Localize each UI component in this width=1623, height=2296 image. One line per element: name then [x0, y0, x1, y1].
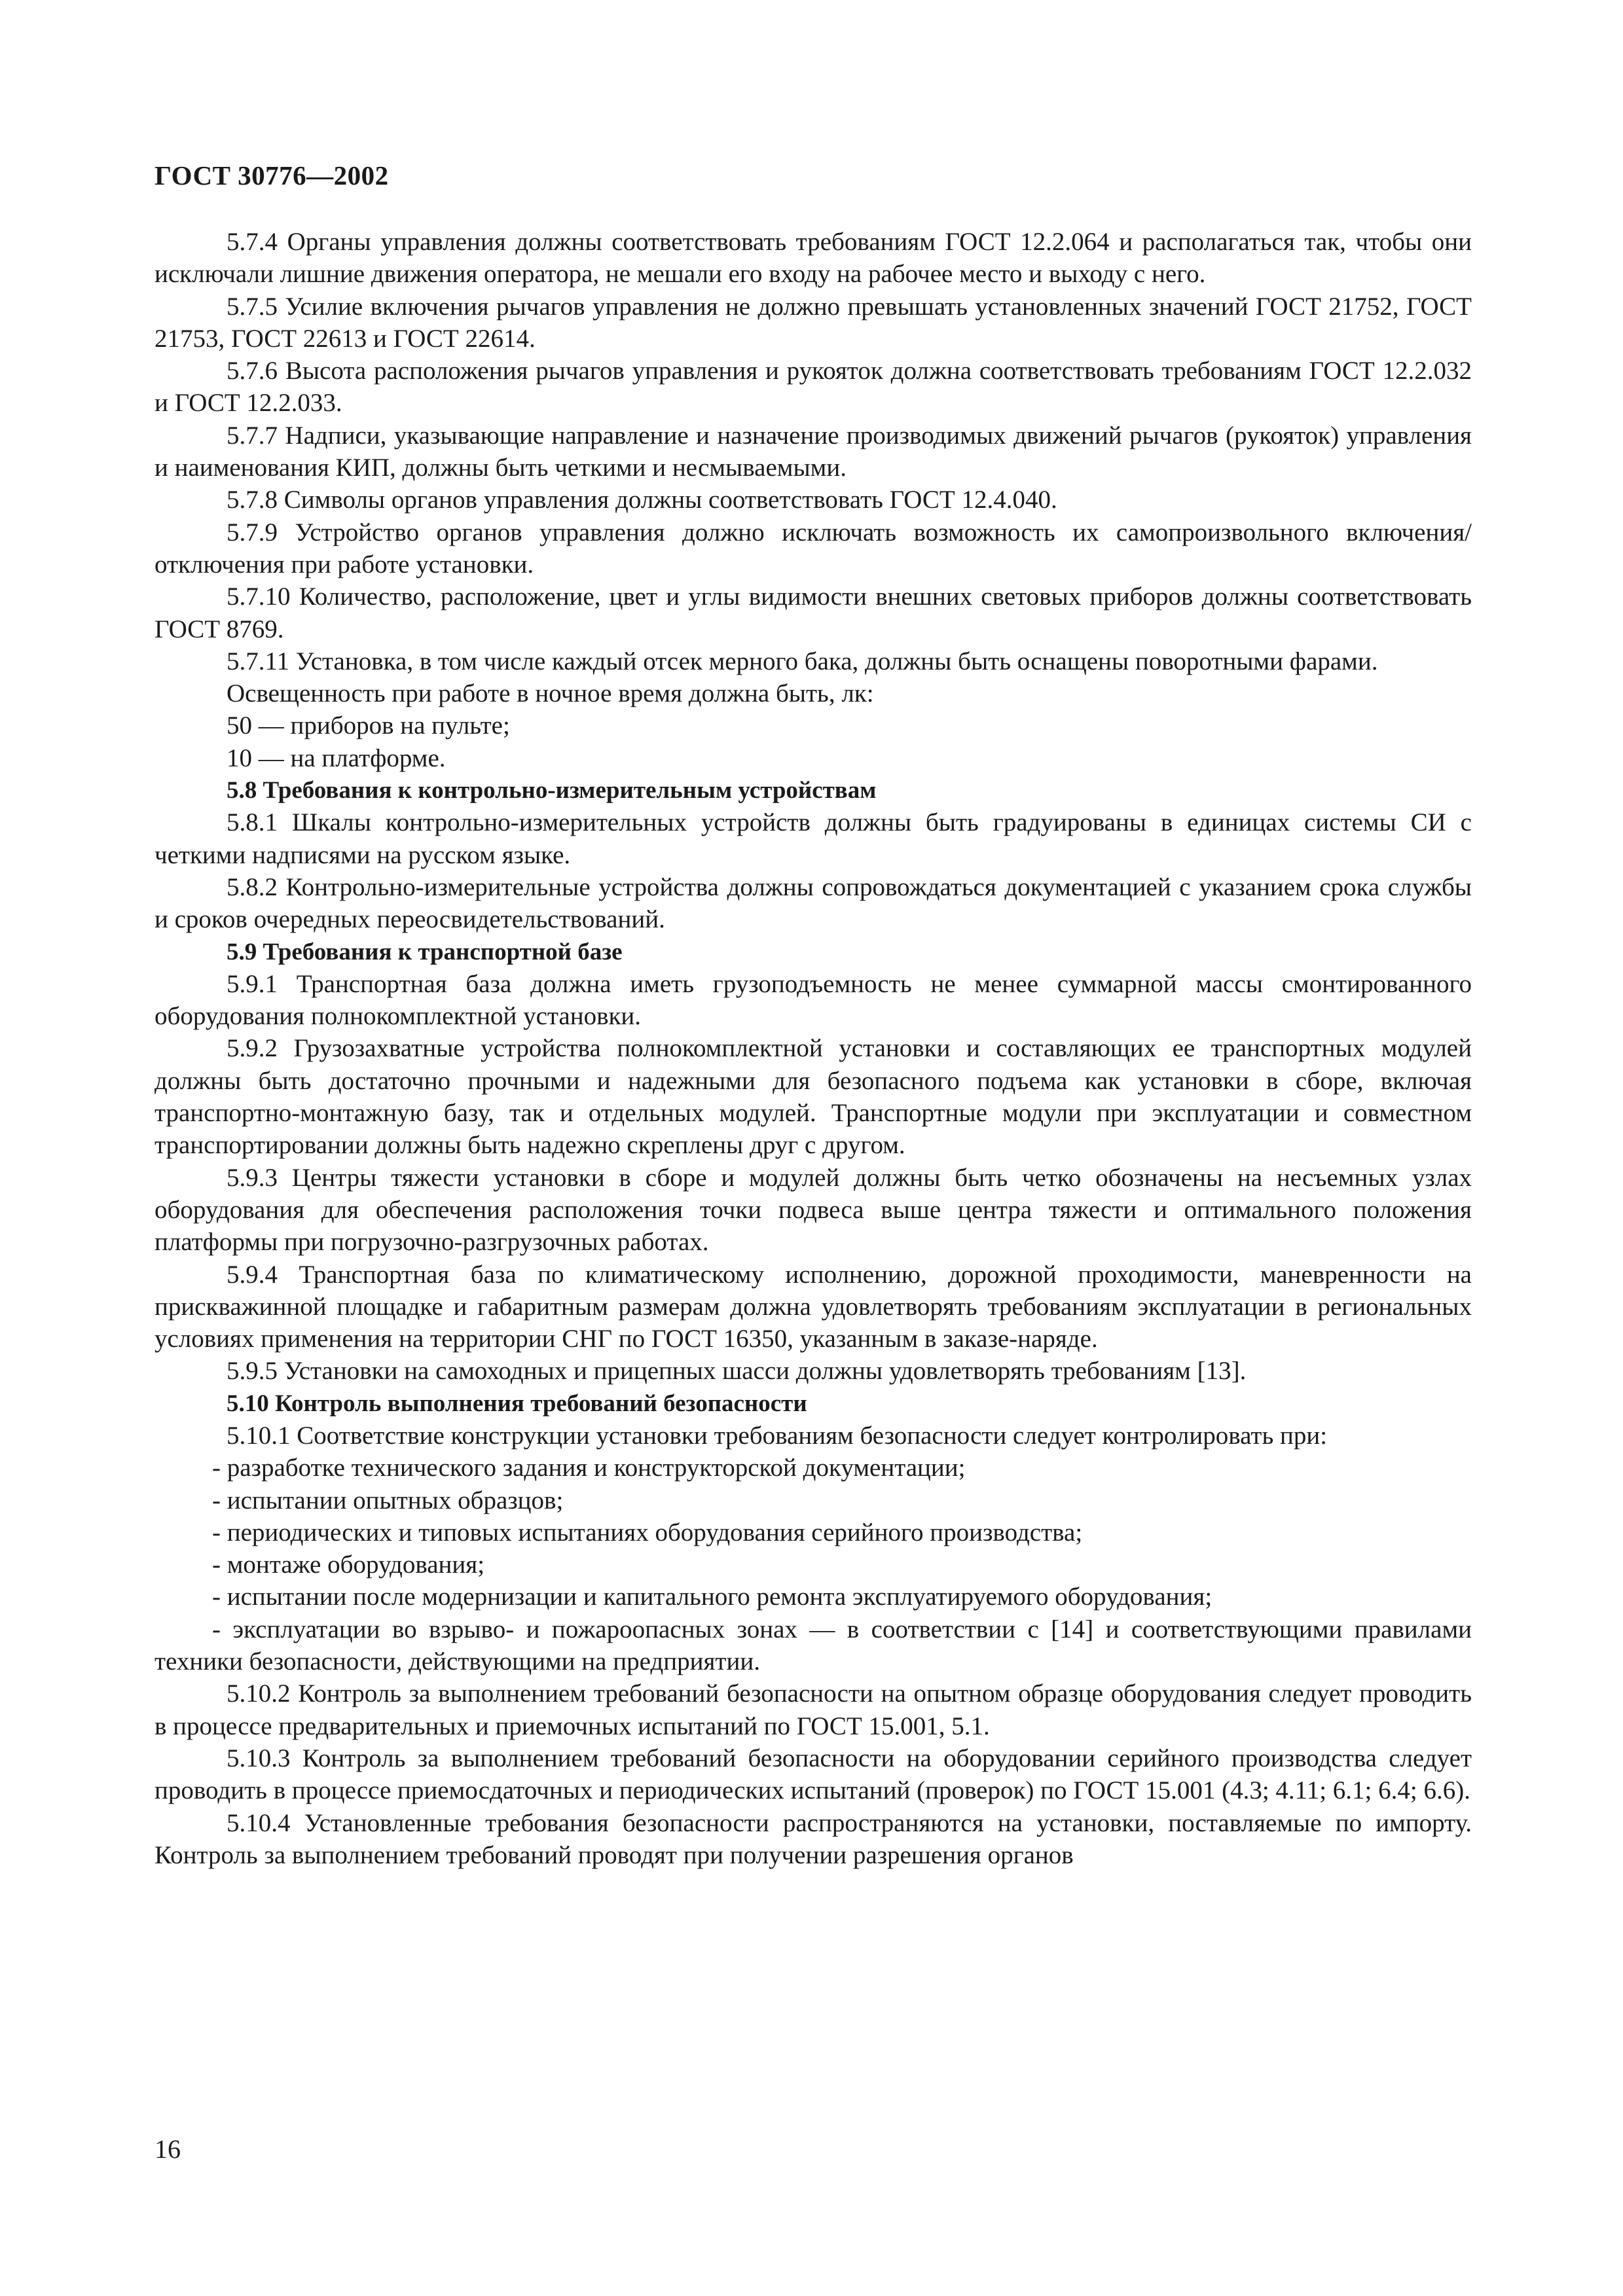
paragraph: 5.7.9 Устройство органов управления должно исключать возможность их самопроизвольного включения/отключения при работе установки.: [155, 518, 1472, 579]
paragraph: 5.8.1 Шкалы контрольно-измерительных устройств должны быть градуированы в единицах системы СИ с четкими надписями на русском языке.: [155, 808, 1472, 869]
paragraph: 5.9.3 Центры тяжести установки в сборе и модулей должны быть четко обозначены на несъемных узлах оборудования для обеспечения расположения точки подвеса выше центра тяжести и оптимального положения платформы при погрузочно-разгрузочных работах.: [155, 1163, 1472, 1257]
paragraph: 5.10.3 Контроль за выполнением требований безопасности на оборудовании серийного производства следует проводить в процессе приемосдаточных и периодических испытаний (проверок) по ГОСТ 15.001 (4.3; 4.11; 6.1; 6.4; 6.6).: [155, 1744, 1472, 1805]
paragraph: 5.10.2 Контроль за выполнением требований безопасности на опытном образце оборудования следует проводить в процессе предварительных и приемочных испытаний по ГОСТ 15.001, 5.1.: [155, 1679, 1472, 1740]
paragraph: 5.9.2 Грузозахватные устройства полнокомплектной установки и составляющих ее транспортных модулей должны быть достаточно прочными и надежными для безопасного подъема как установки в сборе, включая транспортно-монтажную базу, так и отдельных модулей. Транспортные модули при эксплуатации и совместном транспортировании должны быть надежно скреплены друг с другом.: [155, 1034, 1472, 1160]
paragraph: 5.7.8 Символы органов управления должны соответствовать ГОСТ 12.4.040.: [227, 486, 1057, 514]
paragraph: 5.7.6 Высота расположения рычагов управления и рукояток должна соответствовать требованиям ГОСТ 12.2.032 и ГОСТ 12.2.033.: [155, 357, 1472, 418]
paragraph: 10 — на платформе.: [227, 744, 446, 772]
paragraph: 5.10.4 Установленные требования безопасности распространяются на установки, поставляемые по импорту. Контроль за выполнением требований проводят при получении разрешения органов: [155, 1808, 1472, 1869]
paragraph: 5.7.5 Усилие включения рычагов управления не должно превышать установленных значений ГОСТ 21752, ГОСТ 21753, ГОСТ 22613 и ГОСТ 22614.: [155, 292, 1472, 353]
paragraph: 5.7.11 Установка, в том числе каждый отсек мерного бака, должны быть оснащены поворотными фарами.: [227, 647, 1378, 675]
list-item: - разработке технического задания и конструкторской документации;: [212, 1454, 966, 1482]
list-item: - испытании опытных образцов;: [212, 1486, 564, 1515]
paragraph: 5.9.5 Установки на самоходных и прицепных шасси должны удовлетворять требованиям [13].: [227, 1357, 1247, 1386]
section-heading: 5.10 Контроль выполнения требований безопасности: [227, 1390, 807, 1417]
paragraph: 5.7.7 Надписи, указывающие направление и назначение производимых движений рычагов (рукояток) управления и наименования КИП, должны быть четкими и несмываемыми.: [155, 421, 1472, 482]
paragraph: 5.9.1 Транспортная база должна иметь грузоподъемность не менее суммарной массы смонтированного оборудования полнокомплектной установки.: [155, 969, 1472, 1031]
paragraph: 5.9.4 Транспортная база по климатическому исполнению, дорожной проходимости, маневренности на прискважинной площадке и габаритным размерам должна удовлетворять требованиям эксплуатации в региональных условиях применения на территории СНГ по ГОСТ 16350, указанным в заказе-наряде.: [155, 1260, 1472, 1354]
paragraph: 50 — приборов на пульте;: [227, 711, 510, 740]
paragraph: 5.10.1 Соответствие конструкции установки требованиям безопасности следует контролировать при:: [227, 1421, 1328, 1450]
paragraph: 5.8.2 Контрольно-измерительные устройства должны сопровождаться документацией с указанием срока службы и сроков очередных переосвидетельствований.: [155, 872, 1472, 934]
document-code-header: ГОСТ 30776—2002: [155, 160, 389, 190]
section-heading: 5.8 Требования к контрольно-измерительным устройствам: [227, 777, 877, 804]
list-item: - испытании после модернизации и капитального ремонта эксплуатируемого оборудования;: [212, 1583, 1213, 1611]
page-number: 16: [155, 2134, 181, 2164]
paragraph: 5.7.10 Количество, расположение, цвет и углы видимости внешних световых приборов должны соответствовать ГОСТ 8769.: [155, 583, 1472, 643]
paragraph: Освещенность при работе в ночное время должна быть, лк:: [227, 679, 874, 708]
list-item: - эксплуатации во взрыво- и пожароопасных зонах — в соответствии с [14] и соответствующими правилами техники безопасности, действующими на предприятии.: [155, 1615, 1472, 1676]
list-item: - периодических и типовых испытаниях оборудования серийного производства;: [212, 1518, 1083, 1547]
list-item: - монтаже оборудования;: [212, 1551, 485, 1579]
document-body: [155, 226, 1472, 1871]
paragraph: 5.7.4 Органы управления должны соответствовать требованиям ГОСТ 12.2.064 и располагаться так, чтобы они исключали лишние движения оператора, не мешали его входу на рабочее место и выходу с него.: [155, 228, 1472, 289]
section-heading: 5.9 Требования к транспортной базе: [227, 938, 623, 965]
